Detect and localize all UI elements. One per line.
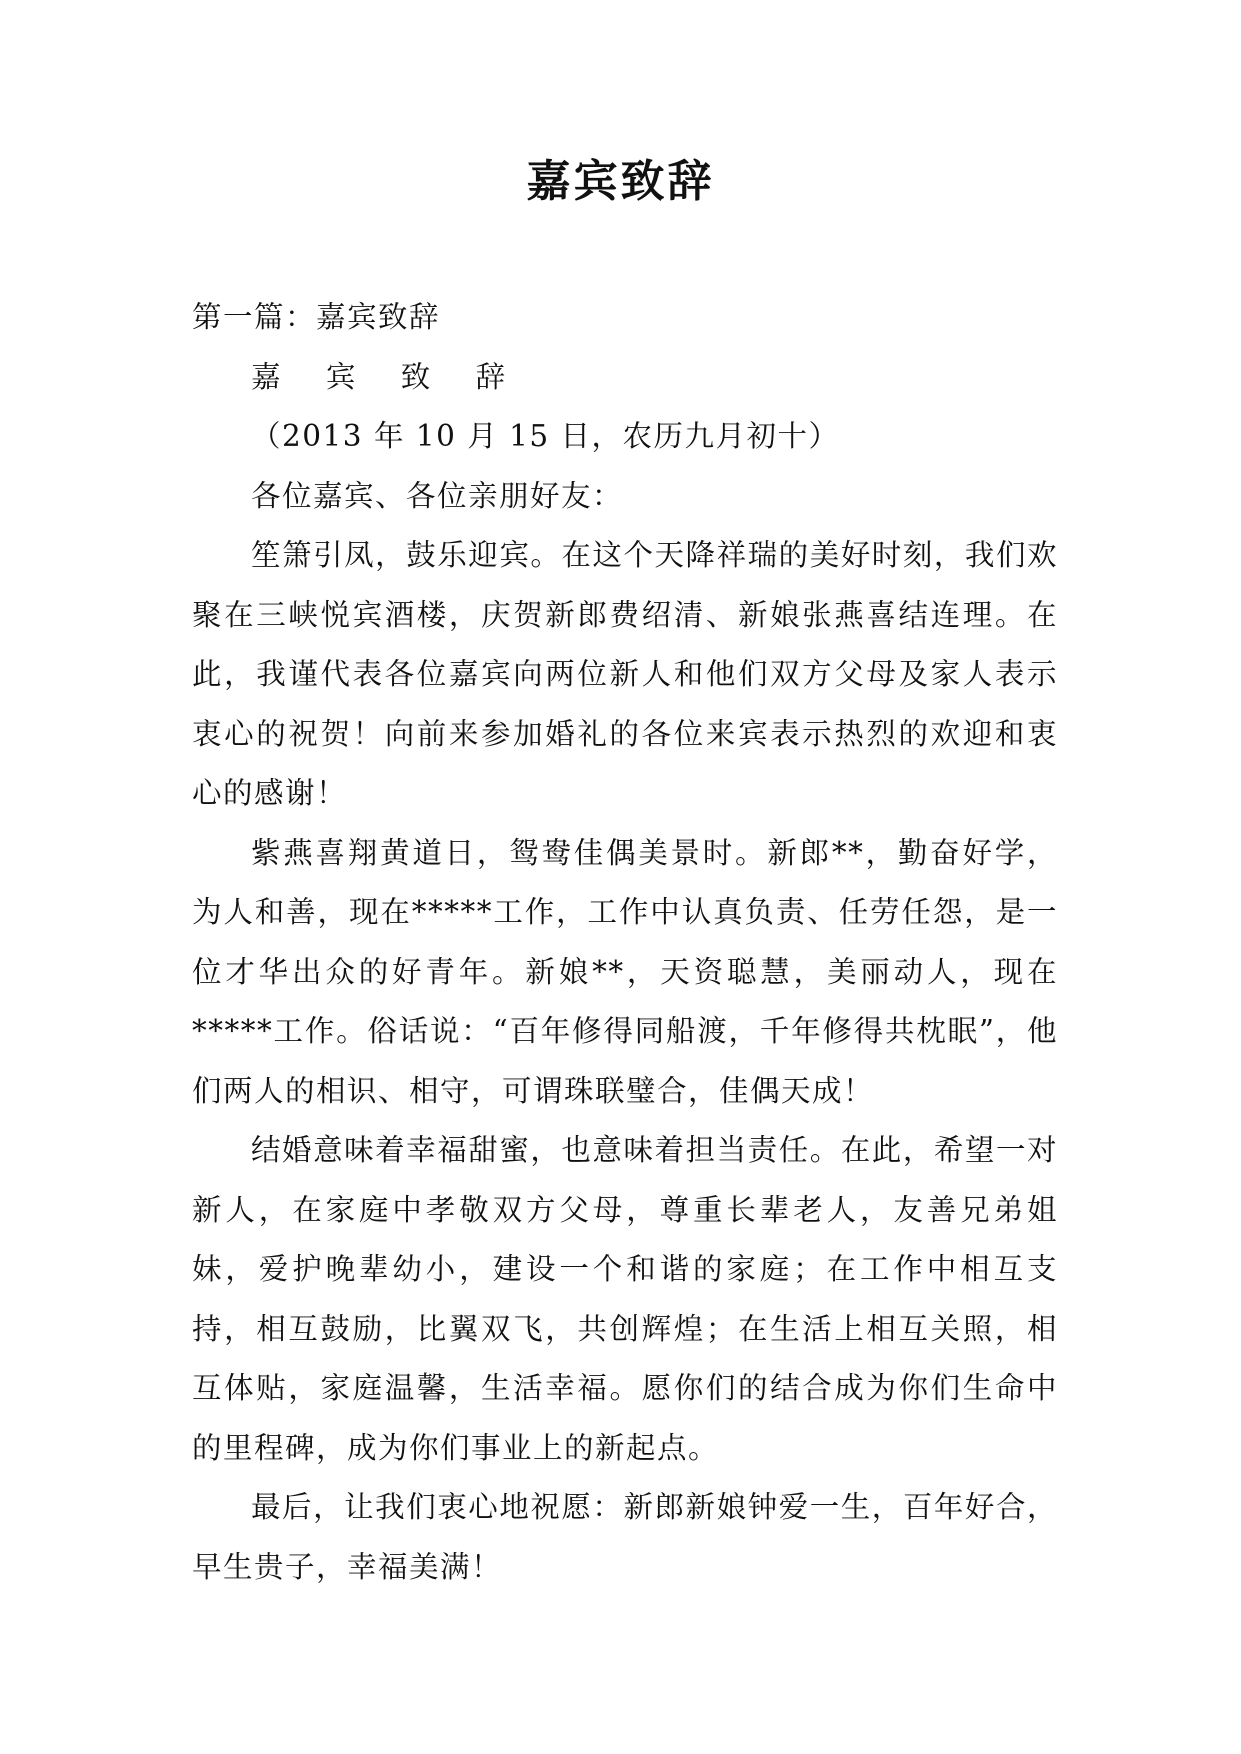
paragraph-1: 笙箫引凤，鼓乐迎宾。在这个天降祥瑞的美好时刻，我们欢聚在三峡悦宾酒楼，庆贺新郎费绍清、新娘张燕喜结连理。在此，我谨代表各位嘉宾向两位新人和他们双方父母及家人表示衷心的祝贺！向前来参加婚礼的各位来宾表示热烈的欢迎和衷心的感谢！	[192, 538, 1058, 810]
paragraph-4: 最后，让我们衷心地祝愿：新郎新娘钟爱一生，百年好合，早生贵子，幸福美满！	[192, 1490, 1058, 1584]
document-body	[192, 288, 1058, 1597]
paragraph-2: 紫燕喜翔黄道日，鸳鸯佳偶美景时。新郎**，勤奋好学，为人和善，现在*****工作，工作中认真负责、任劳任怨，是一位才华出众的好青年。新娘**，天资聪慧，美丽动人，现在*****工作。俗话说：“百年修得同船渡，千年修得共枕眠”，他们两人的相识、相守，可谓珠联璧合，佳偶天成！	[192, 835, 1058, 1108]
date-line: （2013 年 10 月 15 日，农历九月初十）	[251, 419, 840, 453]
paragraph-3: 结婚意味着幸福甜蜜，也意味着担当责任。在此，希望一对新人，在家庭中孝敬双方父母，尊重长辈老人，友善兄弟姐妹，爱护晚辈幼小，建设一个和谐的家庭；在工作中相互支持，相互鼓励，比翼双飞，共创辉煌；在生活上相互关照，相互体贴，家庭温馨，生活幸福。愿你们的结合成为你们生命中的里程碑，成为你们事业上的新起点。	[192, 1133, 1058, 1465]
salutation: 各位嘉宾、各位亲朋好友：	[251, 478, 624, 513]
page-title: 嘉宾致辞	[526, 156, 715, 207]
speech-title: 嘉 宾 致 辞	[251, 359, 524, 394]
section-heading: 第一篇：嘉宾致辞	[192, 300, 441, 334]
